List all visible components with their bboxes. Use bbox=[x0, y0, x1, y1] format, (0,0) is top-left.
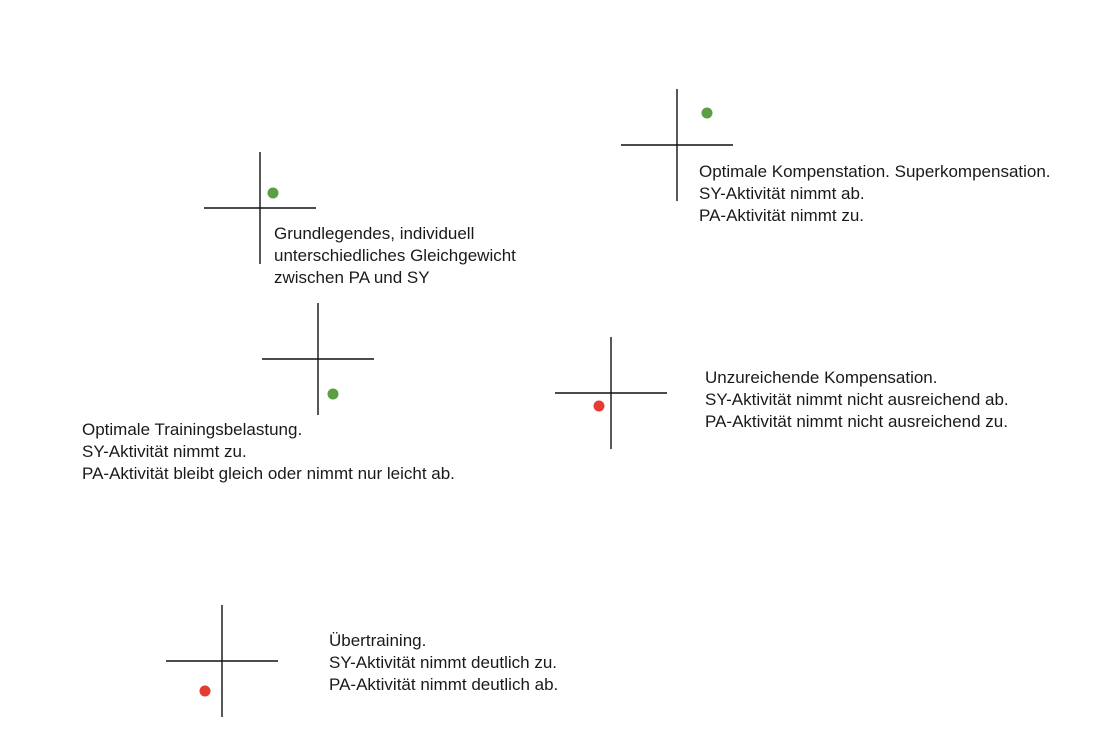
status-dot bbox=[702, 108, 713, 119]
caption-overtraining bbox=[329, 630, 558, 696]
caption-line: PA-Aktivität nimmt nicht ausreichend zu. bbox=[705, 412, 1008, 431]
caption-line: unterschiedliches Gleichgewicht bbox=[274, 246, 516, 265]
caption-insufficient-compensation bbox=[705, 367, 1009, 433]
caption-optimal-training bbox=[82, 419, 455, 485]
caption-optimal-compensation bbox=[699, 161, 1051, 227]
caption-line: PA-Aktivität bleibt gleich oder nimmt nur leicht ab. bbox=[82, 464, 455, 483]
caption-line: Unzureichende Kompensation. bbox=[705, 368, 938, 387]
caption-line: SY-Aktivität nimmt nicht ausreichend ab. bbox=[705, 390, 1009, 409]
caption-line: SY-Aktivität nimmt ab. bbox=[699, 184, 865, 203]
status-dot bbox=[328, 389, 339, 400]
state-cross-overtraining bbox=[166, 605, 278, 717]
caption-line: PA-Aktivität nimmt deutlich ab. bbox=[329, 675, 559, 694]
status-dot bbox=[200, 686, 211, 697]
status-dot bbox=[268, 188, 279, 199]
caption-line: Optimale Trainingsbelastung. bbox=[82, 420, 303, 439]
state-cross-optimal-training bbox=[262, 303, 374, 415]
caption-line: Übertraining. bbox=[329, 631, 427, 650]
caption-line: zwischen PA und SY bbox=[274, 268, 430, 287]
caption-line: Grundlegendes, individuell bbox=[274, 224, 475, 243]
caption-line: Optimale Kompenstation. Superkompensation. bbox=[699, 162, 1051, 181]
status-dot bbox=[594, 401, 605, 412]
caption-line: SY-Aktivität nimmt deutlich zu. bbox=[329, 653, 558, 672]
caption-baseline bbox=[274, 223, 516, 289]
caption-line: SY-Aktivität nimmt zu. bbox=[82, 442, 247, 461]
state-cross-insufficient-compensation bbox=[555, 337, 667, 449]
caption-line: PA-Aktivität nimmt zu. bbox=[699, 206, 864, 225]
